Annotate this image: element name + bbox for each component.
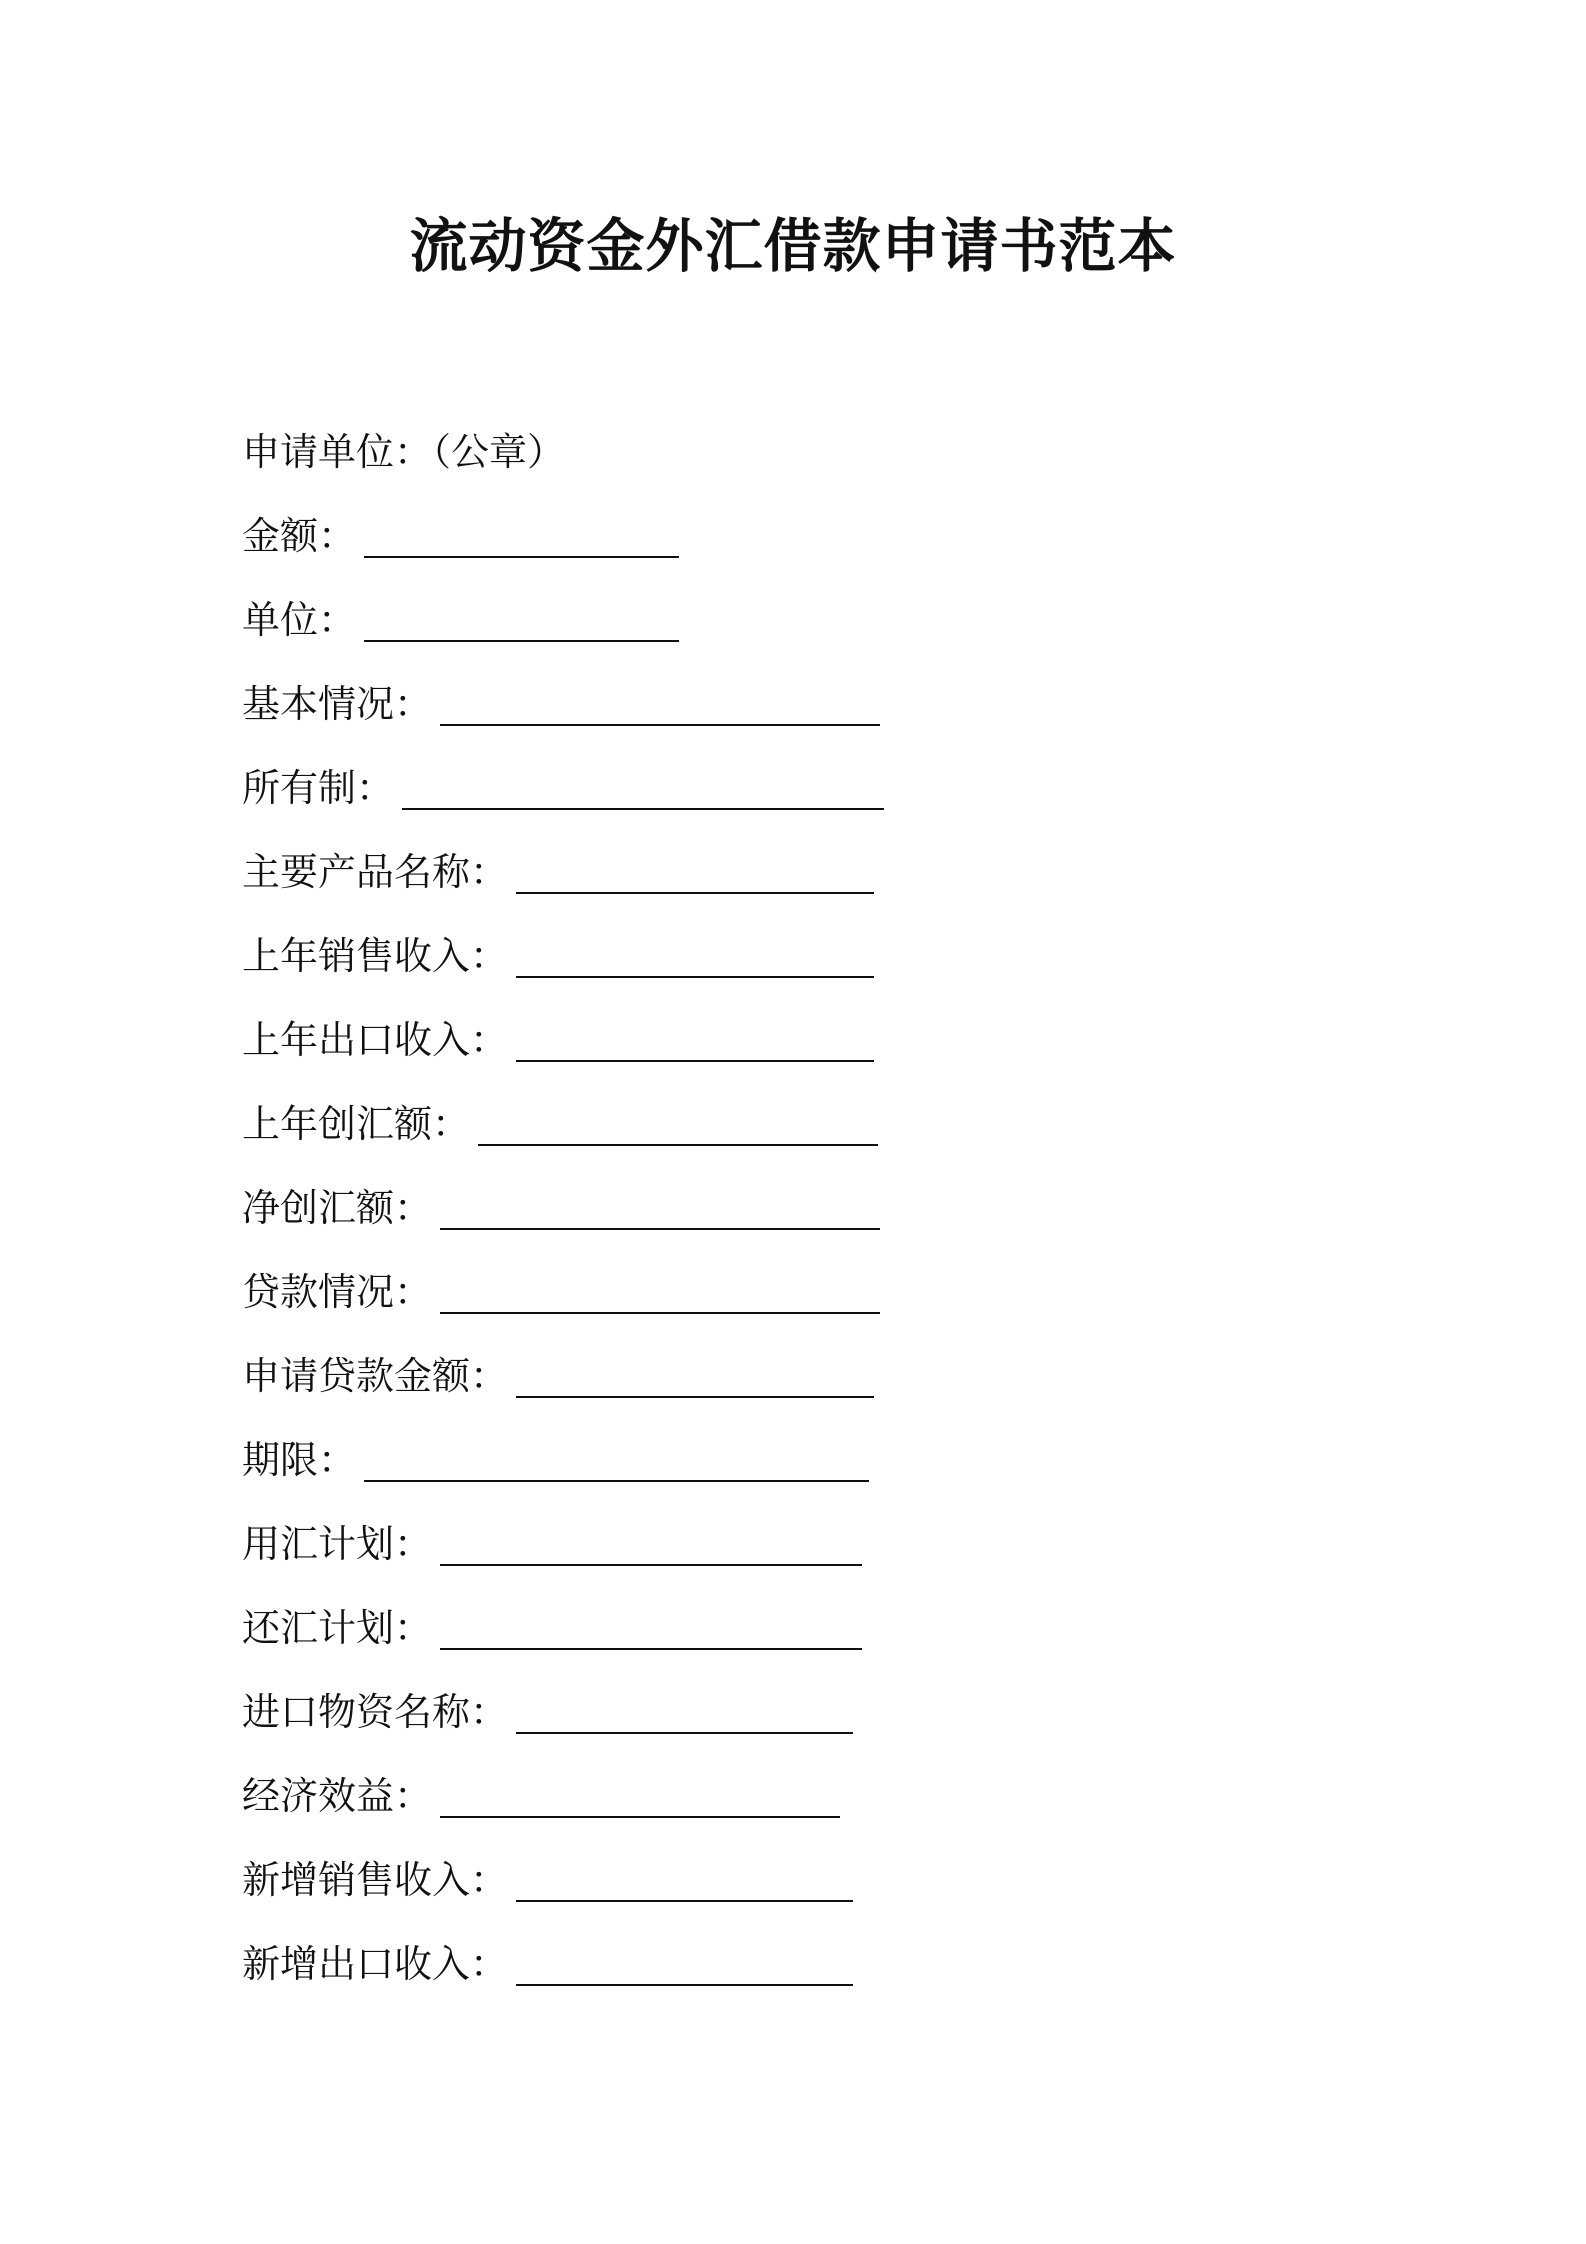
blank-line bbox=[516, 862, 874, 894]
field-label: 期限： bbox=[242, 1438, 357, 1482]
field-applicant bbox=[242, 410, 1342, 494]
field-unit bbox=[242, 578, 1342, 662]
blank-line bbox=[516, 1030, 874, 1062]
field-label: 申请贷款金额： bbox=[242, 1354, 509, 1398]
field-label: 主要产品名称： bbox=[242, 850, 509, 894]
document-title: 流动资金外汇借款申请书范本 bbox=[409, 212, 1177, 280]
field-label: 进口物资名称： bbox=[242, 1690, 509, 1734]
field-basic-info bbox=[242, 662, 1342, 746]
field-ownership bbox=[242, 746, 1342, 830]
blank-line bbox=[402, 778, 884, 810]
field-label: 基本情况： bbox=[242, 682, 433, 726]
blank-line bbox=[478, 1114, 878, 1146]
field-last-year-export bbox=[242, 998, 1342, 1082]
field-label: 金额： bbox=[242, 514, 357, 558]
blank-line bbox=[516, 1702, 853, 1734]
field-label: 申请单位：（公章） bbox=[242, 430, 566, 474]
field-label: 用汇计划： bbox=[242, 1522, 433, 1566]
blank-line bbox=[440, 1198, 880, 1230]
field-label: 新增出口收入： bbox=[242, 1942, 509, 1986]
blank-line bbox=[516, 1954, 853, 1986]
field-repayment-plan bbox=[242, 1586, 1342, 1670]
field-new-sales bbox=[242, 1838, 1342, 1922]
field-loan-status bbox=[242, 1250, 1342, 1334]
blank-line bbox=[440, 1786, 840, 1818]
field-main-products bbox=[242, 830, 1342, 914]
field-label: 经济效益： bbox=[242, 1774, 433, 1818]
field-term bbox=[242, 1418, 1342, 1502]
field-label: 新增销售收入： bbox=[242, 1858, 509, 1902]
field-economic-benefit bbox=[242, 1754, 1342, 1838]
field-label: 单位： bbox=[242, 598, 357, 642]
field-last-year-sales bbox=[242, 914, 1342, 998]
field-label: 净创汇额： bbox=[242, 1186, 433, 1230]
field-net-fx bbox=[242, 1166, 1342, 1250]
field-label: 上年销售收入： bbox=[242, 934, 509, 978]
field-label: 所有制： bbox=[242, 766, 395, 810]
field-last-year-fx bbox=[242, 1082, 1342, 1166]
field-label: 上年创汇额： bbox=[242, 1102, 471, 1146]
blank-line bbox=[440, 1282, 880, 1314]
blank-line bbox=[440, 1618, 862, 1650]
field-import-goods bbox=[242, 1670, 1342, 1754]
blank-line bbox=[364, 1450, 869, 1482]
field-label: 还汇计划： bbox=[242, 1606, 433, 1650]
blank-line bbox=[516, 1366, 874, 1398]
form-fields bbox=[242, 410, 1342, 2006]
field-loan-amount bbox=[242, 1334, 1342, 1418]
field-new-export bbox=[242, 1922, 1342, 2006]
blank-line bbox=[440, 694, 880, 726]
field-amount bbox=[242, 494, 1342, 578]
blank-line bbox=[516, 946, 874, 978]
field-label: 上年出口收入： bbox=[242, 1018, 509, 1062]
blank-line bbox=[516, 1870, 853, 1902]
blank-line bbox=[364, 610, 679, 642]
field-fx-use-plan bbox=[242, 1502, 1342, 1586]
blank-line bbox=[440, 1534, 862, 1566]
field-label: 贷款情况： bbox=[242, 1270, 433, 1314]
blank-line bbox=[364, 526, 679, 558]
